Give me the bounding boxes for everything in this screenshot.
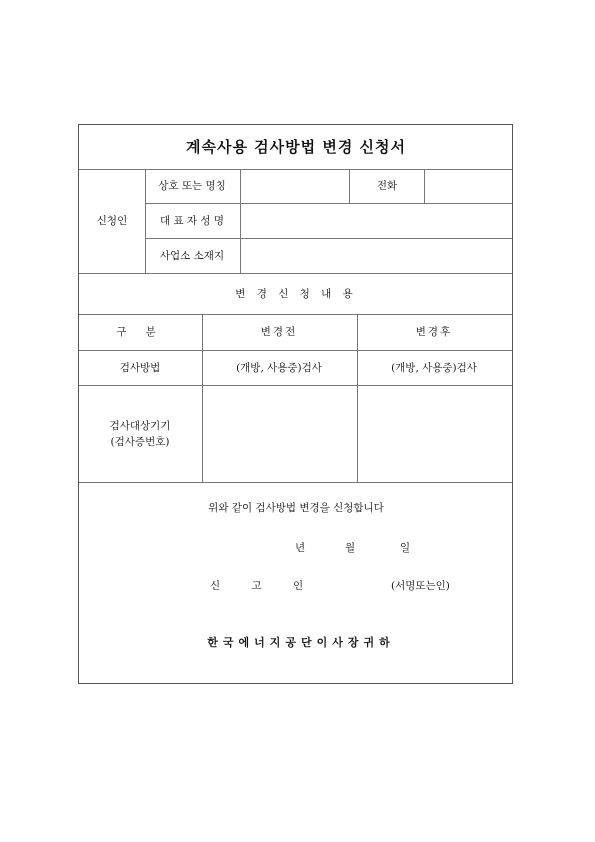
business-name-field[interactable] xyxy=(241,170,348,202)
date-month[interactable]: 월 xyxy=(345,542,356,554)
divider-section-title xyxy=(79,314,512,315)
recipient-text: 한국에너지공단이사장귀하 xyxy=(207,636,395,649)
divider-table-bottom xyxy=(79,482,512,483)
divider-applicant-bottom xyxy=(79,273,512,274)
representative-field[interactable] xyxy=(241,204,511,237)
target-equipment-label: 검사대상기기 xyxy=(109,420,171,432)
address-label: 사업소 소재지 xyxy=(159,250,225,262)
declaration-text: 위와 같이 검사방법 변경을 신청합니다 xyxy=(208,502,384,514)
phone-label: 전화 xyxy=(376,180,398,192)
date-day[interactable]: 일 xyxy=(400,542,411,554)
change-section-title: 변 경 신 청 내 용 xyxy=(235,288,357,300)
divider-phone-left xyxy=(349,169,350,203)
header-after: 변경후 xyxy=(415,326,453,338)
reporter-label: 신 고 인 xyxy=(210,580,318,592)
equipment-before-field[interactable] xyxy=(203,386,356,481)
equipment-after-field[interactable] xyxy=(358,386,511,481)
business-name-label: 상호 또는 명칭 xyxy=(158,180,226,192)
representative-label: 대 표 자 성 명 xyxy=(159,215,225,227)
divider-applicant-col xyxy=(145,169,146,273)
method-before-option[interactable]: (개방, 사용중)검사 xyxy=(236,362,322,374)
form-title: 계속사용 검사방법 변경 신청서 xyxy=(185,138,407,156)
applicant-group-label: 신청인 xyxy=(96,215,128,227)
method-after-option[interactable]: (개방, 사용중)검사 xyxy=(391,362,477,374)
divider-header xyxy=(79,350,512,351)
signature-hint[interactable]: (서명또는인) xyxy=(391,580,450,592)
address-field[interactable] xyxy=(241,239,511,272)
application-form xyxy=(78,124,513,684)
phone-field[interactable] xyxy=(425,170,511,202)
header-before: 변경전 xyxy=(260,326,298,338)
header-category: 구 분 xyxy=(116,326,164,338)
certificate-number-label: (검사증번호) xyxy=(110,436,170,448)
inspection-method-label: 검사방법 xyxy=(119,362,161,374)
date-year[interactable]: 년 xyxy=(295,542,306,554)
